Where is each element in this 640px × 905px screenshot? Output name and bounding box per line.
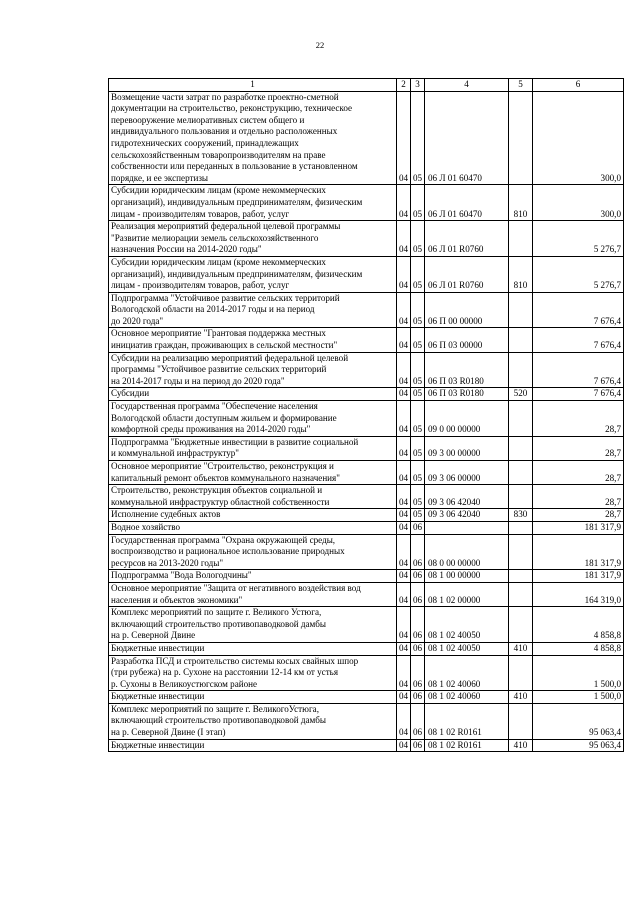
row-name-line: Основное мероприятие "Грантовая поддержка местных bbox=[111, 328, 326, 339]
row-amount-cell: 28,7 bbox=[533, 436, 624, 460]
row-section-cell: 04 bbox=[397, 691, 411, 704]
row-target-code-cell: 06 П 03 R0180 bbox=[425, 388, 509, 401]
row-name-line: Комплекс мероприятий по защите г. ВеликогоУстюга, bbox=[111, 703, 319, 714]
row-section-cell: 04 bbox=[397, 509, 411, 522]
header-cell-target-code: 4 bbox=[425, 79, 509, 92]
row-expense-type-cell bbox=[509, 91, 533, 185]
row-expense-type-cell bbox=[509, 328, 533, 352]
row-name-line: порядке, и ее экспертизы bbox=[111, 172, 209, 183]
row-name-cell bbox=[109, 221, 397, 257]
row-name-cell bbox=[109, 739, 397, 752]
row-expense-type-cell: 810 bbox=[509, 256, 533, 292]
row-name-cell bbox=[109, 509, 397, 522]
row-name-line: Строительство, реконструкция объектов социальной и bbox=[111, 485, 323, 496]
row-expense-type-cell: 830 bbox=[509, 509, 533, 522]
row-subsection-cell: 05 bbox=[411, 91, 425, 185]
row-name-cell bbox=[109, 703, 397, 739]
header-row bbox=[109, 79, 624, 92]
row-section-cell: 04 bbox=[397, 292, 411, 328]
table-row bbox=[109, 328, 624, 352]
table-row bbox=[109, 509, 624, 522]
row-name-cell bbox=[109, 642, 397, 655]
header-cell-name: 1 bbox=[109, 79, 397, 92]
row-subsection-cell: 05 bbox=[411, 509, 425, 522]
row-section-cell: 04 bbox=[397, 570, 411, 583]
row-section-cell: 04 bbox=[397, 256, 411, 292]
row-section-cell: 04 bbox=[397, 352, 411, 388]
row-subsection-cell: 05 bbox=[411, 461, 425, 485]
row-subsection-cell: 05 bbox=[411, 328, 425, 352]
row-name-line: Подпрограмма "Вода Вологодчины" bbox=[111, 570, 252, 581]
row-subsection-cell: 05 bbox=[411, 436, 425, 460]
row-amount-cell: 7 676,4 bbox=[533, 352, 624, 388]
row-target-code-cell: 08 1 02 40050 bbox=[425, 607, 509, 643]
row-name-line: Реализация мероприятий федеральной целевой программы bbox=[111, 221, 341, 232]
table-row bbox=[109, 521, 624, 534]
row-amount-cell: 28,7 bbox=[533, 461, 624, 485]
row-section-cell: 04 bbox=[397, 642, 411, 655]
table-row bbox=[109, 436, 624, 460]
row-subsection-cell: 06 bbox=[411, 739, 425, 752]
row-section-cell: 04 bbox=[397, 534, 411, 570]
row-expense-type-cell bbox=[509, 607, 533, 643]
row-expense-type-cell bbox=[509, 461, 533, 485]
row-subsection-cell: 06 bbox=[411, 570, 425, 583]
row-expense-type-cell: 410 bbox=[509, 691, 533, 704]
header-cell-subsection: 3 bbox=[411, 79, 425, 92]
row-section-cell: 04 bbox=[397, 703, 411, 739]
row-name-line: "Развитие мелиорации земель сельскохозяйственного bbox=[111, 232, 319, 243]
row-expense-type-cell bbox=[509, 352, 533, 388]
row-name-cell bbox=[109, 655, 397, 691]
table-row bbox=[109, 352, 624, 388]
row-name-line: Водное хозяйство bbox=[111, 521, 180, 532]
row-section-cell: 04 bbox=[397, 521, 411, 534]
row-target-code-cell: 06 П 03 R0180 bbox=[425, 352, 509, 388]
row-expense-type-cell bbox=[509, 221, 533, 257]
row-subsection-cell: 06 bbox=[411, 521, 425, 534]
row-name-line: Исполнение судебных актов bbox=[111, 509, 221, 520]
row-name-cell bbox=[109, 521, 397, 534]
row-amount-cell: 300,0 bbox=[533, 185, 624, 221]
row-name-cell bbox=[109, 401, 397, 437]
table-row bbox=[109, 185, 624, 221]
row-expense-type-cell bbox=[509, 401, 533, 437]
row-target-code-cell: 08 1 02 R0161 bbox=[425, 703, 509, 739]
row-name-line: Государственная программа "Обеспечение населения bbox=[111, 401, 318, 412]
row-name-line: ресурсов на 2013-2020 годы" bbox=[111, 557, 224, 568]
row-target-code-cell: 06 Л 01 R0760 bbox=[425, 256, 509, 292]
row-name-line: лицам - производителям товаров, работ, услуг bbox=[111, 280, 290, 291]
row-target-code-cell: 09 3 06 42040 bbox=[425, 485, 509, 509]
row-target-code-cell: 08 0 00 00000 bbox=[425, 534, 509, 570]
row-target-code-cell: 06 Л 01 60470 bbox=[425, 185, 509, 221]
row-name-line: капитальный ремонт объектов коммунального назначения" bbox=[111, 472, 340, 483]
row-section-cell: 04 bbox=[397, 655, 411, 691]
row-name-line: включающий строительство противопаводковой дамбы bbox=[111, 618, 327, 629]
row-section-cell: 04 bbox=[397, 582, 411, 606]
row-name-line: собственности или переданных в пользование в установленном bbox=[111, 161, 358, 172]
row-name-cell bbox=[109, 388, 397, 401]
table-row bbox=[109, 691, 624, 704]
row-name-line: Основное мероприятие "Защита от негативного воздействия вод bbox=[111, 582, 361, 593]
row-expense-type-cell bbox=[509, 582, 533, 606]
row-subsection-cell: 06 bbox=[411, 582, 425, 606]
row-section-cell: 04 bbox=[397, 461, 411, 485]
row-name-cell bbox=[109, 691, 397, 704]
table-row bbox=[109, 570, 624, 583]
row-section-cell: 04 bbox=[397, 607, 411, 643]
row-name-line: Бюджетные инвестиции bbox=[111, 739, 205, 750]
row-target-code-cell: 06 Л 01 R0760 bbox=[425, 221, 509, 257]
row-target-code-cell: 09 3 06 00000 bbox=[425, 461, 509, 485]
row-amount-cell: 1 500,0 bbox=[533, 691, 624, 704]
table-row bbox=[109, 401, 624, 437]
row-target-code-cell: 08 1 02 40050 bbox=[425, 642, 509, 655]
row-name-line: инициатив граждан, проживающих в сельской местности" bbox=[111, 340, 338, 351]
row-name-line: Разработка ПСД и строительство системы косых свайных шпор bbox=[111, 655, 359, 666]
row-subsection-cell: 06 bbox=[411, 534, 425, 570]
row-subsection-cell: 05 bbox=[411, 388, 425, 401]
row-amount-cell: 5 276,7 bbox=[533, 221, 624, 257]
row-name-cell bbox=[109, 570, 397, 583]
row-target-code-cell: 08 1 02 R0161 bbox=[425, 739, 509, 752]
row-name-line: на р. Северной Двине bbox=[111, 630, 196, 641]
row-name-line: организаций), индивидуальным предпринимателям, физическим bbox=[111, 268, 363, 279]
row-target-code-cell: 09 0 00 00000 bbox=[425, 401, 509, 437]
header-cell-expense-type: 5 bbox=[509, 79, 533, 92]
header-cell-amount: 6 bbox=[533, 79, 624, 92]
table-row bbox=[109, 461, 624, 485]
table-row bbox=[109, 739, 624, 752]
row-expense-type-cell bbox=[509, 655, 533, 691]
row-amount-cell: 5 276,7 bbox=[533, 256, 624, 292]
row-target-code-cell: 08 1 02 00000 bbox=[425, 582, 509, 606]
row-target-code-cell: 06 П 00 00000 bbox=[425, 292, 509, 328]
page-number: 22 bbox=[315, 40, 325, 50]
row-target-code-cell: 08 1 02 40060 bbox=[425, 655, 509, 691]
row-name-cell bbox=[109, 485, 397, 509]
row-subsection-cell: 06 bbox=[411, 607, 425, 643]
table-row bbox=[109, 607, 624, 643]
row-name-cell bbox=[109, 91, 397, 185]
row-section-cell: 04 bbox=[397, 185, 411, 221]
row-name-cell bbox=[109, 461, 397, 485]
row-name-line: документации на строительство, реконструкцию, техническое bbox=[111, 103, 353, 114]
row-name-line: Государственная программа "Охрана окружающей среды, bbox=[111, 534, 336, 545]
row-name-line: Бюджетные инвестиции bbox=[111, 642, 205, 653]
row-amount-cell: 95 063,4 bbox=[533, 703, 624, 739]
row-expense-type-cell: 520 bbox=[509, 388, 533, 401]
row-amount-cell: 164 319,0 bbox=[533, 582, 624, 606]
row-name-line: и коммунальной инфраструктур" bbox=[111, 448, 240, 459]
row-section-cell: 04 bbox=[397, 436, 411, 460]
row-expense-type-cell bbox=[509, 534, 533, 570]
row-subsection-cell: 05 bbox=[411, 221, 425, 257]
row-name-cell bbox=[109, 436, 397, 460]
row-name-line: назначения России на 2014-2020 годы" bbox=[111, 244, 262, 255]
row-name-line: (три рубежа) на р. Сухоне на расстоянии 12-14 км от устья bbox=[111, 667, 339, 678]
row-name-line: р. Сухоны в Великоустюгском районе bbox=[111, 678, 258, 689]
row-name-line: Подпрограмма "Устойчивое развитие сельских территорий bbox=[111, 292, 340, 303]
row-expense-type-cell bbox=[509, 485, 533, 509]
row-name-cell bbox=[109, 582, 397, 606]
table-row bbox=[109, 221, 624, 257]
row-subsection-cell: 05 bbox=[411, 292, 425, 328]
row-name-cell bbox=[109, 185, 397, 221]
row-name-cell bbox=[109, 607, 397, 643]
row-name-line: до 2020 года" bbox=[111, 315, 164, 326]
row-section-cell: 04 bbox=[397, 221, 411, 257]
row-amount-cell: 7 676,4 bbox=[533, 328, 624, 352]
row-name-line: лицам - производителям товаров, работ, услуг bbox=[111, 208, 290, 219]
row-name-line: Бюджетные инвестиции bbox=[111, 691, 205, 702]
row-name-line: Подпрограмма "Бюджетные инвестиции в развитие социальной bbox=[111, 436, 359, 447]
row-name-line: перевооружение мелиоративных систем общего и bbox=[111, 114, 305, 125]
table-row bbox=[109, 703, 624, 739]
row-amount-cell: 7 676,4 bbox=[533, 388, 624, 401]
row-subsection-cell: 05 bbox=[411, 352, 425, 388]
row-expense-type-cell bbox=[509, 703, 533, 739]
row-target-code-cell: 08 1 00 00000 bbox=[425, 570, 509, 583]
table-row bbox=[109, 534, 624, 570]
row-section-cell: 04 bbox=[397, 91, 411, 185]
row-name-line: сельскохозяйственным товаропроизводителям на праве bbox=[111, 149, 326, 160]
row-name-line: программы "Устойчивое развитие сельских территорий bbox=[111, 364, 327, 375]
row-expense-type-cell bbox=[509, 436, 533, 460]
row-name-cell bbox=[109, 256, 397, 292]
row-name-cell bbox=[109, 328, 397, 352]
row-amount-cell: 181 317,9 bbox=[533, 534, 624, 570]
row-subsection-cell: 05 bbox=[411, 185, 425, 221]
table-row bbox=[109, 292, 624, 328]
row-amount-cell: 28,7 bbox=[533, 485, 624, 509]
row-name-line: Субсидии на реализацию мероприятий федеральной целевой bbox=[111, 352, 349, 363]
row-name-line: Субсидии bbox=[111, 388, 150, 399]
row-amount-cell: 28,7 bbox=[533, 401, 624, 437]
row-target-code-cell: 06 П 03 00000 bbox=[425, 328, 509, 352]
row-amount-cell: 1 500,0 bbox=[533, 655, 624, 691]
row-section-cell: 04 bbox=[397, 388, 411, 401]
row-expense-type-cell bbox=[509, 521, 533, 534]
row-section-cell: 04 bbox=[397, 328, 411, 352]
table-row bbox=[109, 582, 624, 606]
row-amount-cell: 4 858,8 bbox=[533, 642, 624, 655]
row-section-cell: 04 bbox=[397, 739, 411, 752]
row-name-line: на р. Северной Двине (I этап) bbox=[111, 727, 226, 738]
table-row bbox=[109, 256, 624, 292]
header-cell-section: 2 bbox=[397, 79, 411, 92]
row-name-line: воспроизводство и рациональное использование природных bbox=[111, 546, 345, 557]
table-body bbox=[109, 91, 624, 752]
row-name-line: включающий строительство противопаводковой дамбы bbox=[111, 715, 327, 726]
row-name-line: Субсидии юридическим лицам (кроме некоммерческих bbox=[111, 256, 326, 267]
row-target-code-cell: 09 3 06 42040 bbox=[425, 509, 509, 522]
row-subsection-cell: 05 bbox=[411, 401, 425, 437]
row-subsection-cell: 06 bbox=[411, 642, 425, 655]
row-amount-cell: 300,0 bbox=[533, 91, 624, 185]
table-row bbox=[109, 655, 624, 691]
row-name-line: на 2014-2017 годы и на период до 2020 года" bbox=[111, 375, 285, 386]
row-amount-cell: 181 317,9 bbox=[533, 570, 624, 583]
row-name-line: Вологодской области на 2014-2017 годы и на период bbox=[111, 304, 315, 315]
row-name-line: организаций), индивидуальным предпринимателям, физическим bbox=[111, 196, 363, 207]
row-name-line: Возмещение части затрат по разработке проектно-сметной bbox=[111, 91, 339, 102]
row-name-line: коммунальной инфраструктур областной собственности bbox=[111, 496, 330, 507]
row-name-line: населения и объектов экономики" bbox=[111, 594, 243, 605]
row-name-cell bbox=[109, 352, 397, 388]
table-row bbox=[109, 485, 624, 509]
row-subsection-cell: 06 bbox=[411, 691, 425, 704]
row-amount-cell: 181 317,9 bbox=[533, 521, 624, 534]
table-row bbox=[109, 388, 624, 401]
row-section-cell: 04 bbox=[397, 401, 411, 437]
table-row bbox=[109, 91, 624, 185]
row-name-line: Комплекс мероприятий по защите г. Великого Устюга, bbox=[111, 607, 322, 618]
row-amount-cell: 7 676,4 bbox=[533, 292, 624, 328]
row-name-line: Вологодской области доступным жильем и формирование bbox=[111, 412, 337, 423]
row-amount-cell: 28,7 bbox=[533, 509, 624, 522]
row-target-code-cell bbox=[425, 521, 509, 534]
row-name-line: гидротехнических сооружений, принадлежащих bbox=[111, 137, 299, 148]
row-name-line: Субсидии юридическим лицам (кроме некоммерческих bbox=[111, 185, 326, 196]
row-expense-type-cell bbox=[509, 292, 533, 328]
row-target-code-cell: 08 1 02 40060 bbox=[425, 691, 509, 704]
row-expense-type-cell: 810 bbox=[509, 185, 533, 221]
row-subsection-cell: 06 bbox=[411, 703, 425, 739]
table-row bbox=[109, 642, 624, 655]
row-amount-cell: 95 063,4 bbox=[533, 739, 624, 752]
row-section-cell: 04 bbox=[397, 485, 411, 509]
row-name-line: Основное мероприятие "Строительство, реконструкция и bbox=[111, 461, 334, 471]
row-name-cell bbox=[109, 292, 397, 328]
row-subsection-cell: 06 bbox=[411, 655, 425, 691]
row-expense-type-cell bbox=[509, 570, 533, 583]
row-expense-type-cell: 410 bbox=[509, 642, 533, 655]
row-subsection-cell: 05 bbox=[411, 256, 425, 292]
budget-table bbox=[108, 78, 624, 752]
row-expense-type-cell: 410 bbox=[509, 739, 533, 752]
row-amount-cell: 4 858,8 bbox=[533, 607, 624, 643]
row-subsection-cell: 05 bbox=[411, 485, 425, 509]
row-target-code-cell: 09 3 00 00000 bbox=[425, 436, 509, 460]
row-target-code-cell: 06 Л 01 60470 bbox=[425, 91, 509, 185]
row-name-line: индивидуального пользования и отдельно расположенных bbox=[111, 126, 338, 137]
row-name-line: комфортной среды проживания на 2014-2020 годы" bbox=[111, 424, 311, 435]
row-name-cell bbox=[109, 534, 397, 570]
